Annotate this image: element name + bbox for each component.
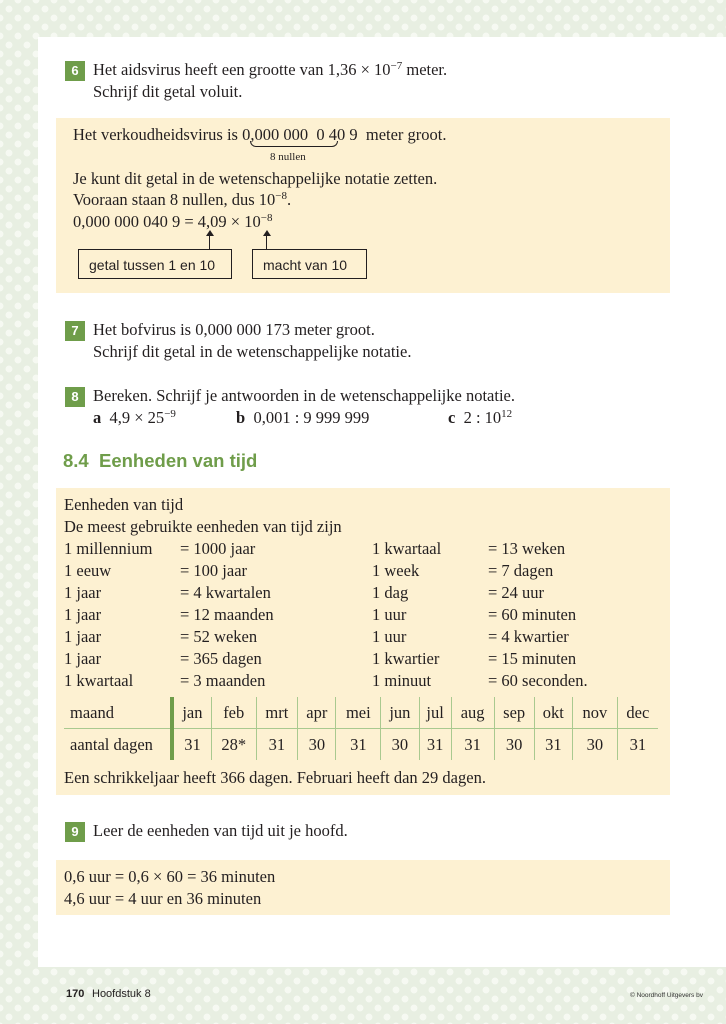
section-heading: [63, 450, 257, 472]
days-cell: 31: [419, 729, 451, 761]
exponent: −7: [390, 60, 403, 72]
days-cell: 31: [617, 729, 658, 761]
label-number-between-1-and-10: getal tussen 1 en 10: [78, 249, 232, 279]
days-cell: 30: [573, 729, 618, 761]
month-cell: jun: [381, 697, 419, 729]
days-cell: 31: [256, 729, 298, 761]
unit-row: [64, 670, 274, 692]
exponent: 12: [501, 408, 513, 420]
unit-row: [64, 582, 274, 604]
example-line4: [73, 211, 272, 233]
month-cell: jan: [172, 697, 211, 729]
section-number: 8.4: [63, 450, 89, 471]
time-units-heading: Eenheden van tijd: [64, 495, 184, 514]
braced-number: 0,000 000 0: [242, 125, 325, 144]
unit-row: [372, 648, 588, 670]
exercise-7-line2: Schrijf dit getal in de wetenschappelijke notatie.: [93, 342, 412, 361]
arrow-up-icon: [209, 235, 210, 249]
example2-line2: 4,6 uur = 4 uur en 36 minuten: [64, 889, 262, 908]
unit-value: = 4 kwartalen: [180, 583, 271, 602]
days-cell: 31: [451, 729, 494, 761]
part-c-expression: 2 : 10: [463, 408, 502, 427]
exercise-8-number: 8: [65, 387, 85, 407]
unit-row: [372, 670, 588, 692]
unit-value: = 12 maanden: [180, 605, 274, 624]
part-label: c: [448, 408, 456, 427]
brace-label: 8 nullen: [270, 151, 306, 163]
unit-row: [372, 538, 588, 560]
exercise-7-number: 7: [65, 321, 85, 341]
label-power-of-10: macht van 10: [252, 249, 367, 279]
unit-name: 1 jaar: [64, 627, 102, 646]
exercise-8c: [448, 407, 512, 429]
unit-row: [372, 604, 588, 626]
days-cell: 31: [336, 729, 381, 761]
unit-value: = 60 minuten: [488, 605, 577, 624]
exercise-7-line1: Het bofvirus is 0,000 000 173 meter groot.: [93, 320, 375, 339]
example-text-rest: 40 9 meter groot.: [324, 125, 447, 144]
unit-row: [372, 582, 588, 604]
month-cell: mei: [336, 697, 381, 729]
days-cell: 28*: [211, 729, 256, 761]
exercise-6-number: 6: [65, 61, 85, 81]
unit-row: [64, 604, 274, 626]
section-title: Eenheden van tijd: [99, 450, 258, 471]
exercise-6-line2: Schrijf dit getal voluit.: [93, 82, 243, 101]
months-table: [64, 697, 658, 760]
curly-brace: [250, 141, 338, 147]
unit-value: = 7 dagen: [488, 561, 554, 580]
exercise-9-line1: Leer de eenheden van tijd uit je hoofd.: [93, 821, 348, 840]
days-row: [64, 729, 658, 761]
months-row: [64, 697, 658, 729]
month-cell: feb: [211, 697, 256, 729]
example-line3: [73, 189, 291, 211]
unit-name: 1 week: [372, 561, 420, 580]
part-b-expression: 0,001 : 9 999 999: [253, 408, 370, 427]
unit-name: 1 eeuw: [64, 561, 112, 580]
example-equation: 0,000 000 040 9 = 4,09 × 10: [73, 212, 261, 231]
month-cell: apr: [298, 697, 336, 729]
example2-line1: 0,6 uur = 0,6 × 60 = 36 minuten: [64, 867, 276, 886]
unit-value: = 365 dagen: [180, 649, 262, 668]
month-cell: okt: [534, 697, 572, 729]
chapter-label: Hoofdstuk 8: [92, 988, 151, 1000]
exercise-8b: [236, 407, 369, 429]
exercise-6-unit: meter.: [402, 60, 448, 79]
unit-row: [372, 626, 588, 648]
unit-name: 1 jaar: [64, 605, 102, 624]
unit-row: [372, 560, 588, 582]
example-text: Vooraan staan 8 nullen, dus 10: [73, 190, 276, 209]
page-number: 170: [66, 988, 85, 1000]
unit-name: 1 millennium: [64, 539, 153, 558]
month-cell: sep: [494, 697, 534, 729]
unit-value: = 1000 jaar: [180, 539, 256, 558]
unit-name: 1 uur: [372, 605, 407, 624]
exercise-9-number: 9: [65, 822, 85, 842]
unit-value: = 100 jaar: [180, 561, 248, 580]
unit-value: = 52 weken: [180, 627, 258, 646]
unit-value: = 60 seconden.: [488, 671, 588, 690]
row-header-days: aantal dagen: [64, 729, 172, 761]
unit-value: = 3 maanden: [180, 671, 266, 690]
days-cell: 30: [381, 729, 419, 761]
month-cell: aug: [451, 697, 494, 729]
part-label: a: [93, 408, 102, 427]
row-header-month: maand: [64, 697, 172, 729]
unit-name: 1 jaar: [64, 583, 102, 602]
part-a-expression: 4,9 × 25: [109, 408, 165, 427]
units-left-column: [64, 538, 274, 692]
unit-row: [64, 648, 274, 670]
unit-name: 1 uur: [372, 627, 407, 646]
period: .: [286, 190, 292, 209]
month-cell: dec: [617, 697, 658, 729]
unit-name: 1 jaar: [64, 649, 102, 668]
unit-value: = 13 weken: [488, 539, 566, 558]
days-cell: 31: [534, 729, 572, 761]
exponent: −8: [275, 190, 287, 202]
unit-value: = 24 uur: [488, 583, 545, 602]
unit-name: 1 kwartier: [372, 649, 440, 668]
exercise-8-line1: Bereken. Schrijf je antwoorden in de wetenschappelijke notatie.: [93, 386, 515, 405]
unit-row: [64, 560, 274, 582]
unit-row: [64, 538, 274, 560]
unit-value: = 4 kwartier: [488, 627, 569, 646]
days-cell: 30: [298, 729, 336, 761]
exercise-6-text: Het aidsvirus heeft een grootte van 1,36 × 10: [93, 60, 391, 79]
exponent: −8: [260, 212, 273, 224]
exponent: −9: [164, 408, 176, 420]
month-cell: mrt: [256, 697, 298, 729]
units-right-column: [372, 538, 588, 692]
month-cell: jul: [419, 697, 451, 729]
unit-value: = 15 minuten: [488, 649, 577, 668]
days-cell: 31: [184, 734, 201, 754]
example-text: Het verkoudheidsvirus is: [73, 125, 243, 144]
exercise-8a: [93, 407, 176, 429]
leap-year-note: Een schrikkeljaar heeft 366 dagen. Februari heeft dan 29 dagen.: [64, 768, 486, 787]
arrow-up-icon: [266, 235, 267, 249]
days-cell: 30: [494, 729, 534, 761]
unit-name: 1 kwartaal: [372, 539, 442, 558]
unit-name: 1 kwartaal: [64, 671, 134, 690]
unit-name: 1 dag: [372, 583, 409, 602]
unit-row: [64, 626, 274, 648]
copyright: © Noordhoff Uitgevers bv: [630, 992, 703, 999]
exercise-6-line1: [93, 59, 447, 81]
month-cell: nov: [573, 697, 618, 729]
time-units-intro: De meest gebruikte eenheden van tijd zijn: [64, 517, 342, 536]
part-label: b: [236, 408, 246, 427]
unit-name: 1 minuut: [372, 671, 432, 690]
example-line2: Je kunt dit getal in de wetenschappelijke notatie zetten.: [73, 169, 438, 188]
